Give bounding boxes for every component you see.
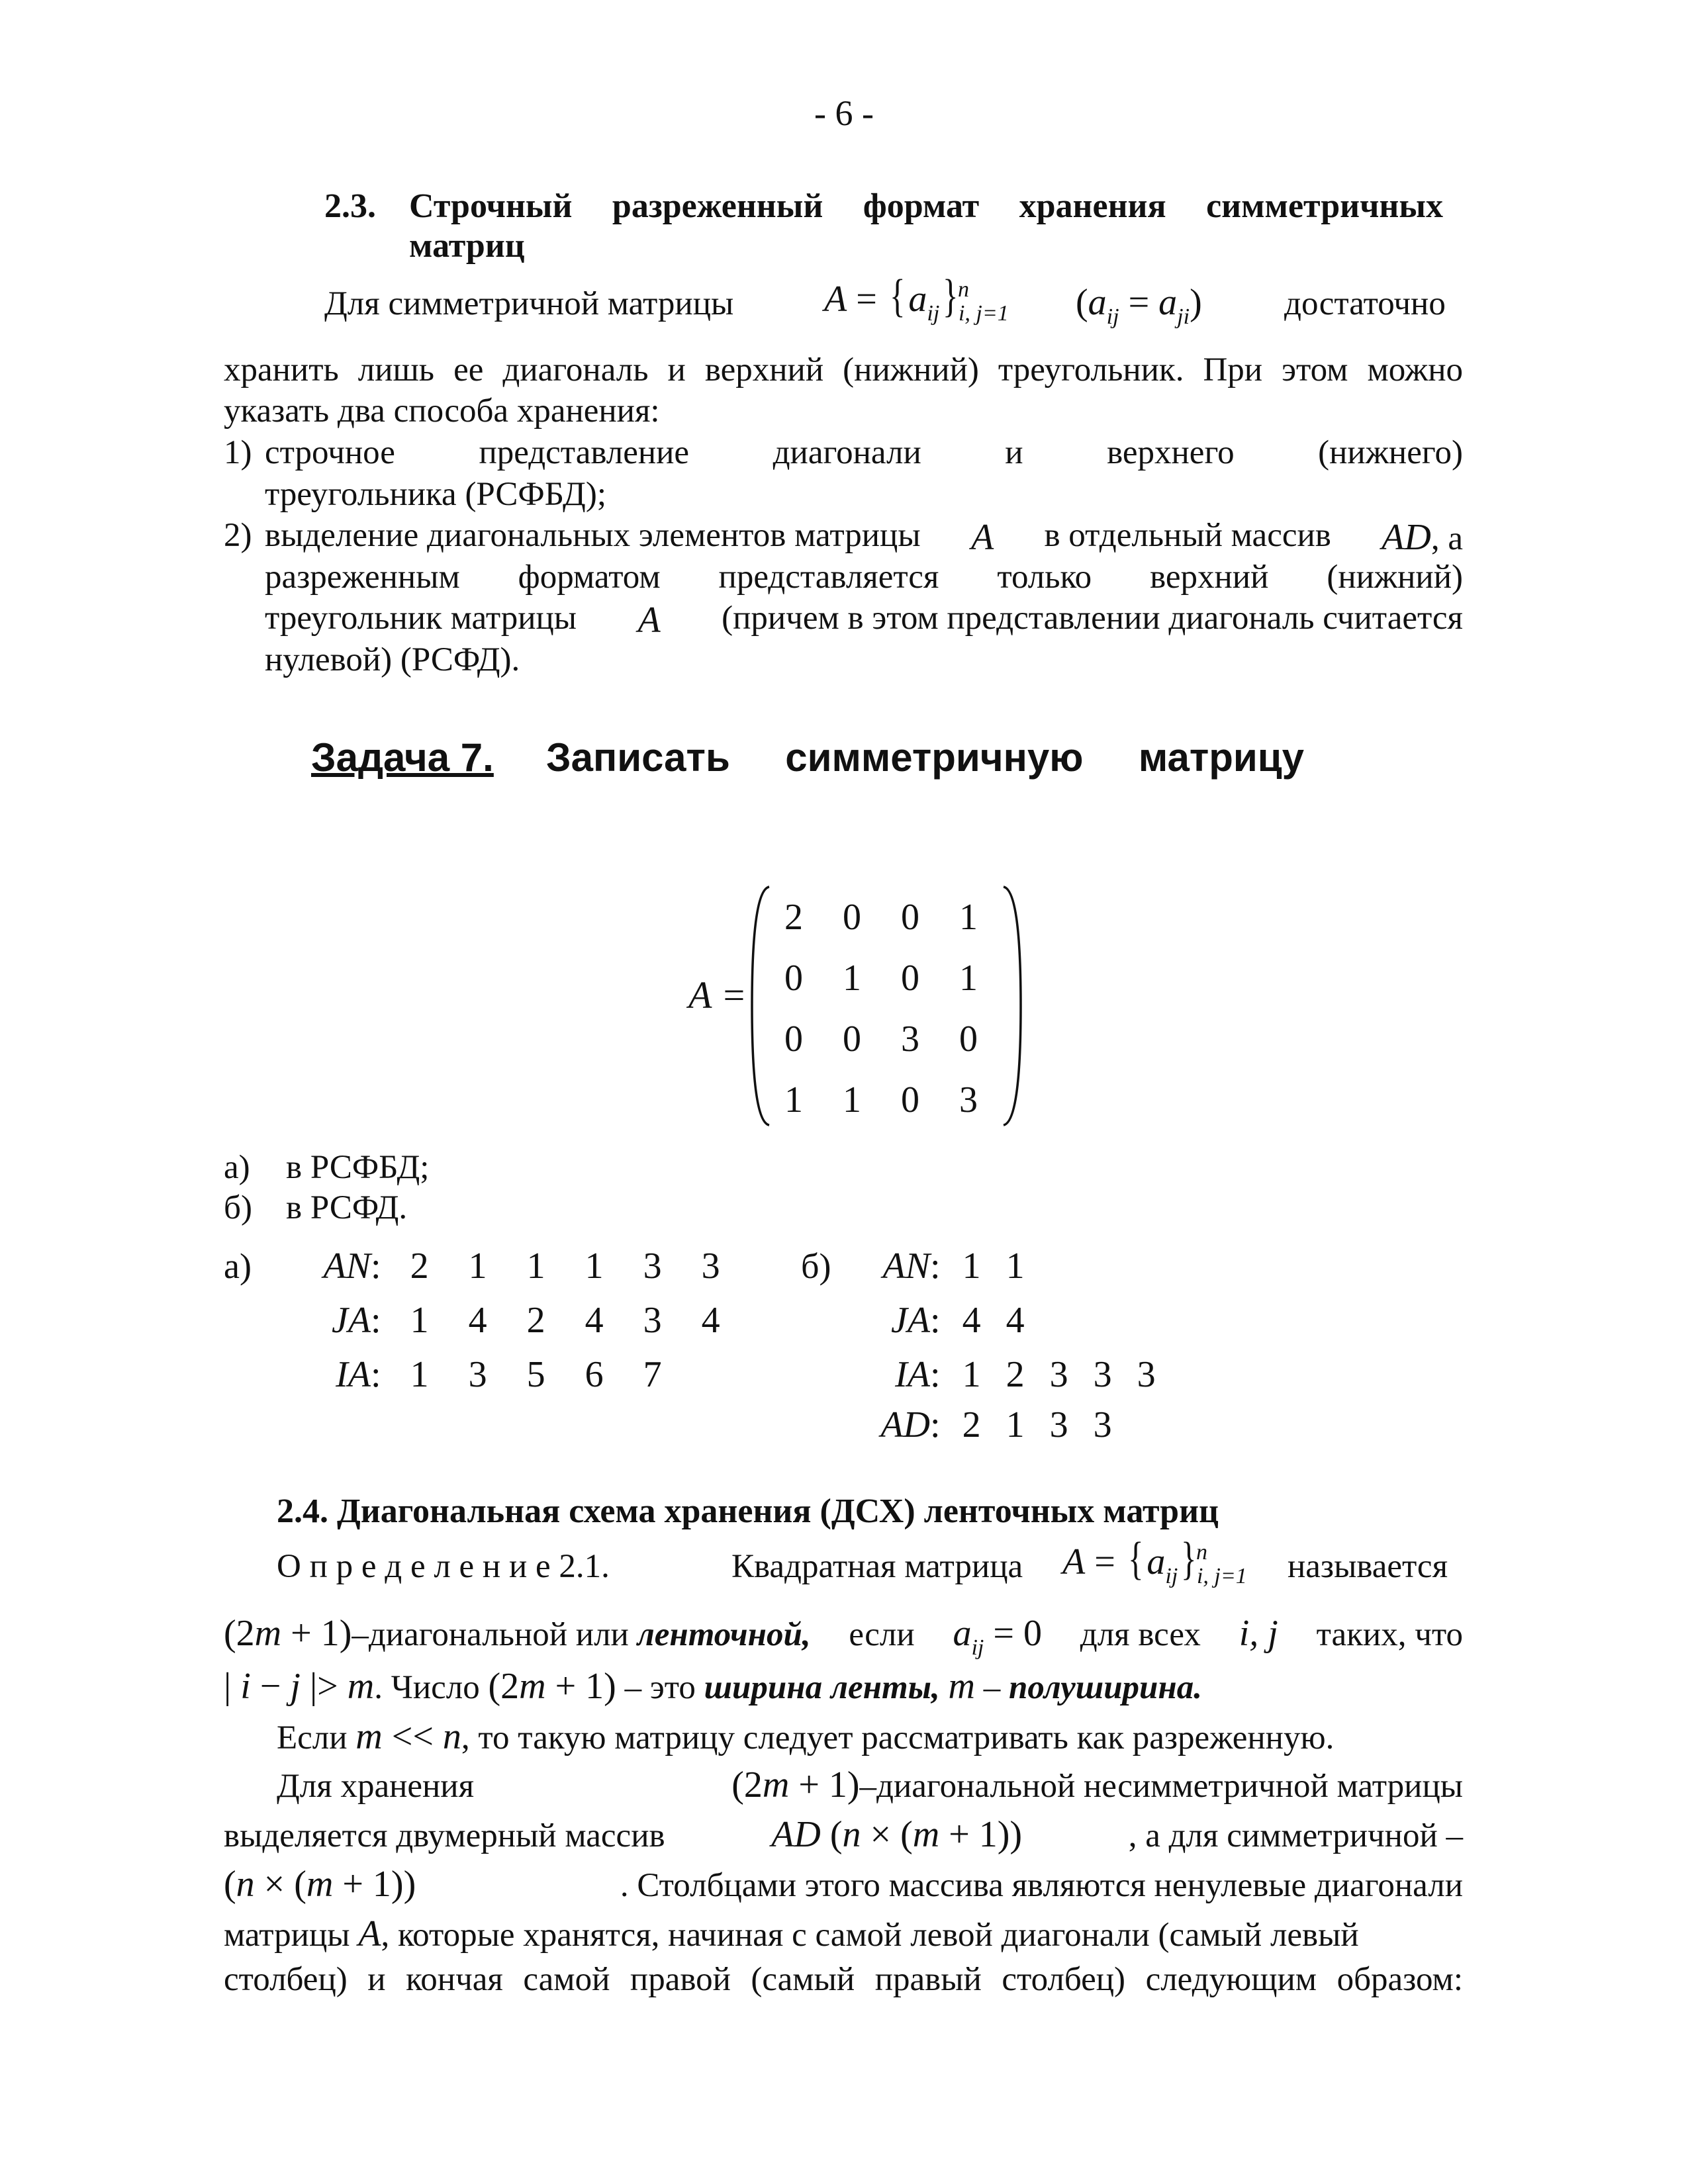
definition-line-3: | i − j |> m. Число (2m + 1) – это ширина ленты, m – полуширина. — [224, 1666, 1202, 1707]
matrix-row — [765, 948, 998, 1009]
matrix-cell: 1 — [784, 1079, 803, 1120]
matrix-cell: 1 — [843, 1079, 861, 1120]
list-item-2-line3: треугольник матрицы A (причем в этом представлении диагональ считается — [265, 600, 1463, 641]
intro-text-start: Для симметричной матрицы — [324, 285, 734, 322]
answer-b-marker: б) — [801, 1246, 831, 1286]
paragraph-storage-line3: (n × (m + 1)) . Столбцами этого массива являются ненулевые диагонали — [224, 1864, 1463, 1905]
task-7-text: Записать симметричную матрицу — [546, 735, 1304, 780]
option-b-marker: б) — [224, 1189, 252, 1226]
task-7-label: Задача 7. — [311, 735, 494, 780]
matrix-right-paren — [998, 884, 1025, 1128]
section-2-3-number: 2.3. — [324, 187, 376, 225]
option-a-marker: а) — [224, 1149, 250, 1186]
answer-a-row-ia: IA: 1 3 5 6 7 — [336, 1354, 662, 1395]
matrix-cell: 0 — [901, 897, 919, 938]
definition-line-2: (2m + 1)–диагональной или ленточной, если $a_{ij} = 0$ для всех i, j таких, что — [224, 1613, 1463, 1660]
list-item-2-line1: выделение диагональных элементов матрицы A в отдельный массив AD, а — [265, 517, 1463, 558]
matrix-cell: 0 — [901, 958, 919, 999]
answer-b-row-an: AN: 1 1 — [882, 1246, 1025, 1287]
list-item-1-line2: треугольника (РСФБД); — [265, 476, 607, 513]
list-item-2-line2: разреженным форматом представляется только верхний (нижний) — [265, 559, 1463, 596]
matrix-grid — [765, 887, 998, 1130]
answer-a-row-ja: JA: 1 4 2 4 3 4 — [331, 1300, 720, 1341]
list-item-2-number: 2) — [224, 517, 252, 554]
formula-band-matrix-def: $A = \{a_{ij}\}^n_{i, j=1}$ — [1062, 1533, 1247, 1588]
paragraph-storage-line2: выделяется двумерный массив AD (n × (m + 1)) , а для симметричной – — [224, 1814, 1463, 1855]
matrix-cell: 0 — [843, 897, 861, 938]
matrix-cell: 1 — [843, 958, 861, 999]
intro-text-end: достаточно — [1284, 285, 1446, 322]
definition-label: О п р е д е л е н и е 2.1. — [277, 1548, 610, 1585]
matrix-cell: 0 — [843, 1019, 861, 1060]
answer-a-row-an: AN: 2 1 1 1 3 3 — [323, 1246, 720, 1287]
answer-a-marker: а) — [224, 1246, 252, 1286]
answer-b-row-ia: IA: 1 2 3 3 3 — [895, 1354, 1156, 1395]
matrix-cell: 0 — [784, 1019, 803, 1060]
answer-b-row-ad: AD: 2 1 3 3 — [880, 1404, 1112, 1445]
paragraph-storage-line5: столбец) и кончая самой правой (самый правый столбец) следующим образом: — [224, 1961, 1463, 1998]
section-2-3-title-line2: матриц — [409, 227, 525, 265]
matrix-row — [765, 1069, 998, 1130]
formula-matrix-def: $A = \{a_{ij}\}^n_{i, j=1}$ — [824, 271, 1009, 326]
paragraph-storage-line1: Для хранения (2m + 1)–диагональной несимметричной матрицы — [277, 1764, 1463, 1805]
matrix-cell: 0 — [901, 1079, 919, 1120]
answer-b-block — [854, 1239, 1168, 1448]
definition-text-a: Квадратная матрица — [731, 1548, 1023, 1585]
section-2-4-title: 2.4. Диагональная схема хранения (ДСХ) ленточных матриц — [277, 1492, 1219, 1530]
matrix-row — [765, 1009, 998, 1069]
paragraph-line-3: указать два способа хранения: — [224, 392, 660, 430]
answer-b-row-ja: JA: 4 4 — [890, 1300, 1025, 1341]
section-2-3-title-line1: Строчный разреженный формат хранения симметричных — [409, 187, 1443, 225]
matrix-name: A = — [688, 974, 747, 1017]
paragraph-if-m-less-n: Если m << n, то такую матрицу следует рассматривать как разреженную. — [277, 1716, 1335, 1757]
option-b-text: в РСФД. — [286, 1189, 408, 1226]
list-item-1-line1: строчное представление диагонали и верхнего (нижнего) — [265, 434, 1463, 471]
matrix-cell: 3 — [901, 1019, 919, 1060]
matrix-cell: 0 — [959, 1019, 978, 1060]
matrix-cell: 3 — [959, 1079, 978, 1120]
paragraph-storage-line4: матрицы A, которые хранятся, начиная с самой левой диагонали (самый левый — [224, 1913, 1359, 1954]
formula-symmetry: $(a_{ij} = a_{ji})$ — [1076, 282, 1202, 329]
matrix-cell: 2 — [784, 897, 803, 938]
matrix-cell: 1 — [959, 958, 978, 999]
paragraph-line-2: хранить лишь ее диагональ и верхний (нижний) треугольник. При этом можно — [224, 351, 1463, 388]
matrix-cell: 1 — [959, 897, 978, 938]
list-item-2-line4: нулевой) (РСФД). — [265, 641, 520, 678]
matrix-cell: 0 — [784, 958, 803, 999]
page-number: - 6 - — [814, 93, 874, 133]
matrix-row — [765, 887, 998, 948]
answer-a-block — [278, 1239, 740, 1402]
option-a-text: в РСФБД; — [286, 1149, 430, 1186]
definition-text-b: называется — [1288, 1548, 1448, 1585]
list-item-1-number: 1) — [224, 434, 252, 471]
